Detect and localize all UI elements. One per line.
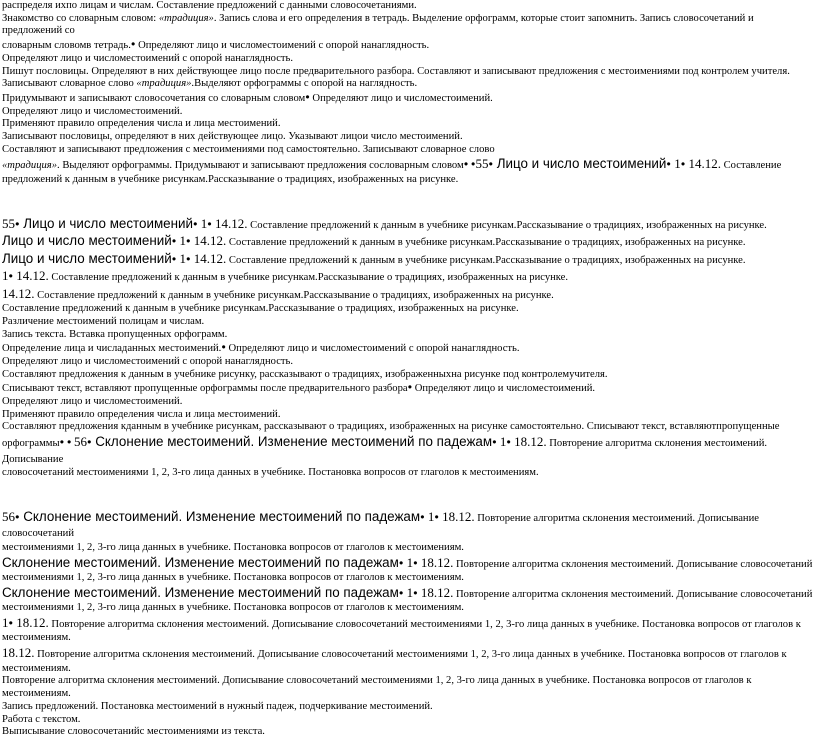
bullet-icon: ● (8, 271, 14, 281)
text-line: Запись предложений. Постановка местоимений в нужный падеж, подчеркивание местоимений. (2, 700, 433, 712)
text-line: местоимениям. (2, 632, 71, 644)
lesson-date: 14.12. (190, 233, 227, 249)
text-line: орфограммы● ● 56● Склонение местоимений. Изменение местоимений по падежам● 1● 18.12. Повторение алгоритма склонения местоимений. Дописывание (2, 434, 768, 465)
lesson-date: 14.12. (190, 250, 227, 266)
bullet-icon: ● (398, 587, 404, 597)
bullet-icon: ● (66, 437, 72, 447)
text-line: Определяют лицо и числоместоимений. (2, 396, 183, 408)
lesson-title: Склонение местоимений. Изменение местоимений по падежам (19, 508, 421, 524)
dictionary-word: «традиция» (136, 78, 192, 90)
text-line: 18.12. Повторение алгоритма склонения местоимений. Дописывание словосочетаний местоимениями 1, 2, 3-го лица данных в учебнике. Постановка вопросов от глаголов к (2, 645, 787, 661)
bullet-icon: ● (407, 382, 413, 392)
text-line: Склонение местоимений. Изменение местоимений по падежам● 1● 18.12. Повторение алгоритма склонения местоимений. Дописывание словосочетаний (2, 584, 813, 600)
text-line: Лицо и число местоимений● 1● 14.12. Составление предложений к данным в учебнике рисункам.Рассказывание о традициях, изображенных на рисунке. (2, 250, 746, 266)
text-line: Записывают пословицы, определяют в них действующее лицо. Указывают лицои число местоимений. (2, 131, 463, 143)
lesson-date: 14.12. (685, 156, 721, 172)
bullet-icon: ● (398, 557, 404, 567)
bullet-icon: ● (492, 437, 497, 447)
lesson-title: Лицо и число местоимений (2, 250, 172, 266)
lesson-date: 14.12. (13, 268, 49, 284)
hours: 1 (670, 156, 681, 172)
bullet-icon: ● (59, 437, 65, 447)
lesson-title: Лицо и число местоимений (19, 215, 193, 231)
text-line: Придумывают и записывают словосочетания со словарным словом● Определяют лицо и числоместоимений. (2, 91, 493, 104)
lesson-number: 55 (475, 156, 489, 172)
lesson-date: 18.12. (417, 554, 454, 570)
text-line: «традиция». Выделяют орфограммы. Придумывают и записывают предложения сословарным словом● ●55● Лицо и число местоимений● 1● 14.12. Составление (2, 156, 782, 172)
text-line: Составление предложений к данным в учебнике рисункам.Рассказывание о традициях, изображенных на рисунке. (2, 303, 519, 315)
text-line: 55● Лицо и число местоимений● 1● 14.12. Составление предложений к данным в учебнике рисункам.Рассказывание о традициях, изображенных на рисунке. (2, 215, 767, 231)
bullet-icon: ● (207, 218, 212, 228)
hours: 1 (496, 434, 507, 450)
text-line: Определяют лицо и числоместоимений. (2, 105, 183, 117)
bullet-icon: ● (171, 253, 177, 263)
text-line: Применяют правило определения числа и лица местоимений. (2, 118, 281, 130)
bullet-icon: ● (413, 557, 418, 567)
text-line: Работа с текстом. (2, 713, 81, 725)
text-line: словарным словомв тетрадь.● Определяют лицо и числоместоимений с опорой нанаглядность. (2, 39, 430, 52)
hours: 1 (2, 614, 9, 630)
text-line: 1● 18.12. Повторение алгоритма склонения местоимений. Дописывание словосочетаний местоимениями 1, 2, 3-го лица данных в учебнике. Постановка вопросов от глаголов к (2, 614, 801, 630)
lesson-date: 18.12. (438, 508, 475, 524)
lesson-date: 18.12. (13, 614, 49, 630)
text-line: Составляют предложения к данным в учебнике рисунку, рассказывают о традициях, изображенныхна рисунке под контролемучителя. (2, 368, 608, 380)
bullet-icon: ● (186, 236, 191, 246)
text-line: Составляют предложения кданным в учебнике рисункам, рассказывают о традициях, изображенных на рисунке самостоятельно. Списывают текст, вставляютпропущенные (2, 421, 780, 433)
bullet-icon: ● (488, 159, 493, 169)
text-line: Определение лица и числаданных местоимений.● Определяют лицо и числоместоимений с опорой нанаглядность. (2, 342, 520, 355)
text-line: 1● 14.12. Составление предложений к данным в учебнике рисункам.Рассказывание о традициях, изображенных на рисунке. (2, 268, 569, 284)
text-line: Определяют лицо и числоместоимений с опорой нанаглядность. (2, 52, 294, 64)
text-line: предложений к данным в учебнике рисункам.Рассказывание о традициях, изображенных на рисунке. (2, 173, 459, 185)
hours: 1 (403, 554, 414, 570)
text-line: местоимениями 1, 2, 3-го лица данных в учебнике. Постановка вопросов от глаголов к местоимениям. (2, 541, 464, 553)
text-line: Выписывание словосочетанийс местоимениями из текста. (2, 726, 265, 738)
text-line: Повторение алгоритма склонения местоимений. Дописывание словосочетаний местоимениями 1, 2, 3-го лица данных в учебнике. Постановка вопросов от глаголов к местоимениям. (2, 675, 752, 700)
dictionary-word: «традиция» (2, 160, 58, 172)
bullet-icon: ● (305, 91, 310, 101)
lesson-number: 56 (74, 434, 87, 450)
hours: 1 (403, 584, 414, 600)
lesson-date: 18.12. (510, 434, 547, 450)
text-line: Лицо и число местоимений● 1● 14.12. Составление предложений к данным в учебнике рисункам.Рассказывание о традициях, изображенных на рисунке. (2, 233, 746, 249)
text-line: Пишут пословицы. Определяют в них действующее лицо после предварительного разбора. Составляют и записывают предложения с местоимениями под контролем учителя. (2, 65, 790, 77)
bullet-icon: ● (15, 218, 20, 228)
bullet-icon: ● (420, 511, 425, 521)
hours: 1 (176, 233, 186, 249)
lesson-date: 14.12. (2, 285, 35, 301)
lesson-number: 55 (2, 215, 15, 231)
text-line: местоимениям. (2, 662, 71, 674)
bullet-icon: ● (680, 159, 686, 169)
lesson-title: Лицо и число местоимений (492, 156, 667, 172)
hours: 1 (2, 268, 9, 284)
text-line: местоимениями 1, 2, 3-го лица данных в учебнике. Постановка вопросов от глаголов к местоимениям. (2, 602, 464, 614)
lesson-number: 56 (2, 508, 15, 524)
bullet-icon: ● (192, 218, 198, 228)
bullet-icon: ● (221, 342, 226, 352)
text-line: Знакомство со словарным словом: «традиция». Запись слова и его определения в тетрадь. Выделение орфограмм, которые стоит запомнить. Запись словосочетаний и предложений со (2, 12, 754, 37)
bullet-icon: ● (413, 587, 418, 597)
text-line: Применяют правило определения числа и лица местоимений. (2, 408, 281, 420)
lesson-title: Склонение местоимений. Изменение местоимений по падежам (2, 584, 399, 600)
bullet-icon: ● (666, 159, 671, 169)
text-line: 14.12. Составление предложений к данным в учебнике рисункам.Рассказывание о традициях, изображенных на рисунке. (2, 285, 554, 301)
text-line: Записывают словарное слово «традиция».Выделяют орфограммы с опорой на наглядность. (2, 78, 418, 90)
lesson-title: Лицо и число местоимений (2, 233, 172, 249)
text-line: местоимениями 1, 2, 3-го лица данных в учебнике. Постановка вопросов от глаголов к местоимениям. (2, 572, 464, 584)
bullet-icon: ● (87, 437, 92, 447)
text: распределя ихпо лицам и числам. Составление предложений с данными словосочетаниями. (2, 0, 417, 11)
lesson-title: Склонение местоимений. Изменение местоимений по падежам (91, 434, 493, 450)
bullet-icon: ● (434, 511, 439, 521)
hours: 1 (424, 508, 435, 524)
lesson-title: Склонение местоимений. Изменение местоимений по падежам (2, 554, 399, 570)
hours: 1 (197, 215, 208, 231)
lesson-date: 18.12. (2, 645, 35, 661)
bullet-icon: ● (15, 511, 20, 521)
lesson-date: 18.12. (417, 584, 454, 600)
text-line: словосочетаний местоимениями 1, 2, 3-го лица данных в учебнике. Постановка вопросов от глаголов к местоимениям. (2, 467, 539, 479)
hours: 1 (176, 250, 186, 266)
bullet-icon: ● (470, 159, 476, 169)
bullet-icon: ● (171, 236, 177, 246)
bullet-icon: ● (186, 253, 191, 263)
text-line: Различение местоимений полицам и числам. (2, 315, 205, 327)
lesson-date: 14.12. (211, 215, 248, 231)
bullet-icon: ● (8, 617, 14, 627)
bullet-icon: ● (506, 437, 511, 447)
text-line: 56● Склонение местоимений. Изменение местоимений по падежам● 1● 18.12. Повторение алгоритма склонения местоимений. Дописывание словосочетаний (2, 508, 759, 540)
text-line: Составляют и записывают предложения с местоимениями под самостоятельно. Записывают словарное слово (2, 143, 495, 155)
text-line: Списывают текст, вставляют пропущенные орфограммы после предварительного разбора● Определяют лицо и числоместоимений. (2, 382, 596, 395)
text-line (2, 0, 814, 13)
text-line: Склонение местоимений. Изменение местоимений по падежам● 1● 18.12. Повторение алгоритма склонения местоимений. Дописывание словосочетаний (2, 554, 813, 570)
dictionary-word: «традиция» (158, 12, 214, 24)
bullet-icon: ● (130, 39, 136, 49)
text-line: Определяют лицо и числоместоимений с опорой нанаглядность. (2, 355, 294, 367)
bullet-icon: ● (463, 159, 469, 169)
text-line: Запись текста. Вставка пропущенных орфограмм. (2, 328, 228, 340)
